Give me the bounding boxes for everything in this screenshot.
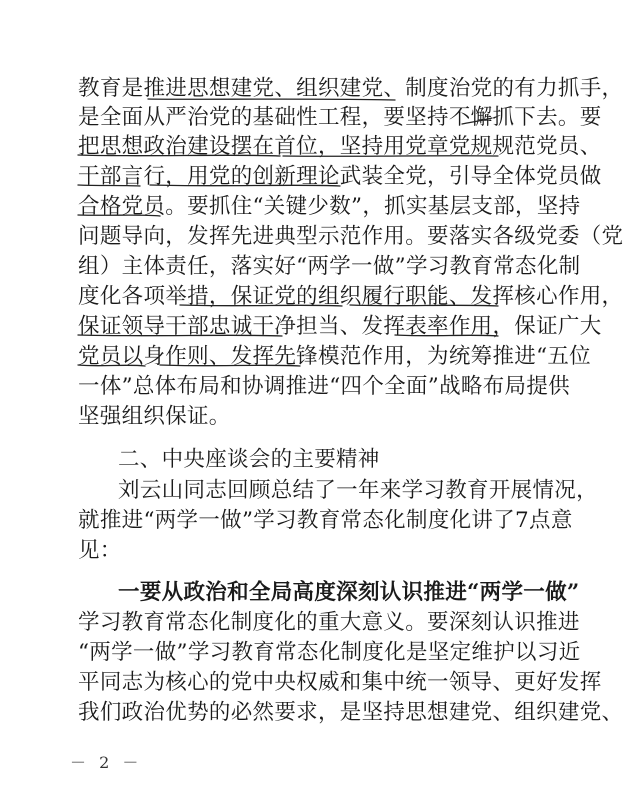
body-line: 我 们 政 治 优 势 的 必 然 要 求 ， 是 坚 持 思 想 建 党 、 组 织 建 党 、 — [78, 700, 623, 725]
body-line: 教 育 是 推 进 思 想 建 党 、 组 织 建 党 、 制 度 治 党 的 有 力 抓 手 ， — [78, 76, 623, 101]
bold-point-line: 一 要 从 政 治 和 全 局 高 度 深 刻 认 识 推 进 “ 两 学 一 做 ” — [118, 580, 580, 605]
body-line: 党 员 以 身 作 则 、 发 挥 先 锋 模 范 作 用 ， 为 统 筹 推 进 “ 五 位 — [78, 344, 591, 369]
body-line: 合 格 党 员 。 要 抓 住 “ 关 键 少 数 ” ， 抓 实 基 层 支 部 ， 坚 持 — [78, 194, 581, 219]
body-line: 平 同 志 为 核 心 的 党 中 央 权 威 和 集 中 统 一 领 导 、 更 好 发 挥 — [78, 670, 602, 695]
section-heading: 二、中央座谈会的主要精神 — [118, 447, 380, 472]
body-line: 保 证 领 导 干 部 忠 诚 干 净 担 当 、 发 挥 表 率 作 用 ， 保 证 广 大 — [78, 314, 602, 339]
body-line: 组 ） 主 体 责 任 ， 落 实 好 “ 两 学 一 做 ” 学 习 教 育 常 态 化 制 — [78, 254, 581, 279]
body-line: 就 推 进 “ 两 学 一 做 ” 学 习 教 育 常 态 化 制 度 化 讲 了 7 点 意 — [78, 508, 573, 533]
body-line: 把 思 想 政 治 建 设 摆 在 首 位 ， 坚 持 用 党 章 党 规 规 范 党 员 、 — [78, 134, 602, 159]
body-line: 干 部 言 行 ， 用 党 的 创 新 理 论 武 装 全 党 ， 引 导 全 体 党 员 做 — [78, 164, 602, 189]
body-line: 问 题 导 向 ， 发 挥 先 进 典 型 示 范 作 用 。 要 落 实 各 级 党 委 （ 党 — [78, 224, 623, 249]
body-line: 刘 云 山 同 志 回 顾 总 结 了 一 年 来 学 习 教 育 开 展 情 况 ， — [118, 478, 598, 503]
body-line: 见： — [78, 538, 122, 563]
body-line: “ 两 学 一 做 ” 学 习 教 育 常 态 化 制 度 化 是 坚 定 维 护 以 习 近 — [78, 640, 581, 665]
body-line: 学 习 教 育 常 态 化 制 度 化 的 重 大 意 义 。 要 深 刻 认 识 推 进 — [78, 610, 580, 635]
body-line: 度 化 各 项 举 措 ， 保 证 党 的 组 织 履 行 职 能 、 发 挥 核 心 作 用 ， — [78, 284, 623, 309]
page-number: － 2 － — [70, 753, 143, 772]
body-line: 坚强组织保证。 — [78, 404, 231, 429]
body-line: 一 体 ” 总 体 布 局 和 协 调 推 进 “ 四 个 全 面 ” 战 略 布 局 提 供 — [78, 374, 570, 399]
body-line: 是 全 面 从 严 治 党 的 基 础 性 工 程 ， 要 坚 持 不 懈 抓 下 去 。 要 — [78, 105, 602, 130]
